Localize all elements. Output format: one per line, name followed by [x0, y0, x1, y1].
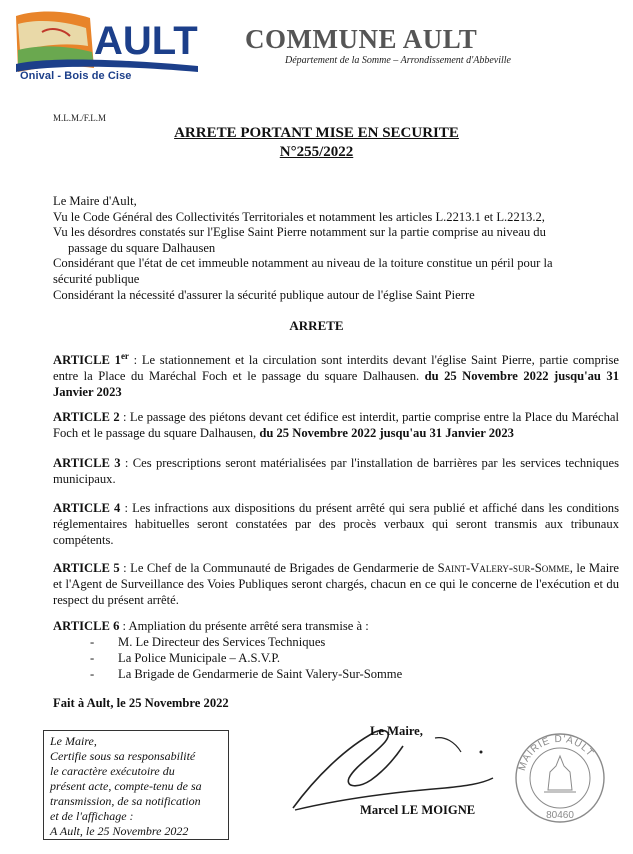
- article-1-dates: du 25 Novembre 2022 jusqu'au 31 Janvier 2023: [53, 369, 619, 400]
- article-2-text: : Le passage des piétons devant cet édifice est interdit, partie comprise entre la Place du Maréchal Foch et le passage du square Dalhausen,: [53, 410, 619, 440]
- preamble-safety: Considérant la nécessité d'assurer la sécurité publique autour de l'église Saint Pierre: [53, 287, 475, 302]
- article-2-dates: du 25 Novembre 2022 jusqu'au 31 Janvier 2023: [259, 426, 514, 440]
- document-number: N°255/2022: [279, 144, 354, 160]
- article-5-gendarmerie: Saint-Valery-sur-Somme: [437, 561, 570, 575]
- commune-title: COMMUNE AULT: [245, 24, 478, 54]
- logo-caption: Onival - Bois de Cise: [20, 70, 132, 82]
- article-5-label: ARTICLE 5: [53, 561, 120, 575]
- certification-box: [43, 730, 229, 840]
- cert-line: le caractère exécutoire du: [50, 764, 175, 778]
- signature-title: Le Maire,: [370, 724, 423, 738]
- article-6-label: ARTICLE 6: [53, 619, 120, 633]
- article-3-label: ARTICLE 3: [53, 456, 121, 470]
- article-5-text-after: , le Maire et l'Agent de Surveillance des Voies Publiques seront chargés, chacun en ce qui le concerne de l'exécution et du respect du présent arrêté.: [53, 561, 620, 607]
- article-4: [53, 500, 619, 548]
- preamble-peril: Considérant que l'état de cet immeuble notamment au niveau de la toiture constitue un péril pour la: [53, 256, 553, 271]
- document-title: ARRETE PORTANT MISE EN SECURITE: [174, 125, 459, 141]
- recipient-item: - La Brigade de Gendarmerie de Saint Valery-Sur-Somme: [90, 666, 402, 682]
- article-6-text: : Ampliation du présente arrêté sera transmise à :: [119, 619, 369, 633]
- recipient-item: - M. Le Directeur des Services Techniques: [90, 634, 402, 650]
- preamble-disorders-cont: passage du square Dalhausen: [68, 240, 216, 255]
- article-5: [53, 560, 619, 608]
- cert-line: A Ault, le 25 Novembre 2022: [50, 824, 189, 838]
- article-5-text-before: : Le Chef de la Communauté de Brigades de Gendarmerie de: [119, 561, 438, 575]
- place-date: Fait à Ault, le 25 Novembre 2022: [53, 696, 229, 710]
- preamble: [53, 194, 619, 303]
- mayor-name: Marcel LE MOIGNE: [360, 803, 476, 817]
- article-4-label: ARTICLE 4: [53, 501, 121, 515]
- stamp-code: 80460: [546, 810, 574, 821]
- recipient-list: [90, 634, 402, 682]
- preamble-mayor: Le Maire d'Ault,: [53, 194, 137, 208]
- mairie-stamp: [510, 728, 610, 826]
- article-1: [53, 348, 619, 400]
- article-6: [53, 618, 619, 634]
- stamp-text: MAIRIE D'AULT: [516, 733, 596, 773]
- article-4-text: : Les infractions aux dispositions du présent arrêté qui sera publié et affiché dans les conditions réglementaires habituelles seront constatées par des procès verbaux qui seront transmis aux tribunaux compétents.: [53, 501, 619, 547]
- article-3-text: : Ces prescriptions seront matérialisées par l'installation de barrières par les services techniques municipaux.: [53, 456, 620, 486]
- article-3: [53, 455, 619, 487]
- reference-code: M.L.M./F.L.M: [53, 113, 107, 123]
- preamble-code: Vu le Code Général des Collectivités Territoriales et notamment les articles L.2213.1 et L.2213.2,: [53, 209, 545, 224]
- article-1-label: ARTICLE 1er: [53, 351, 129, 368]
- preamble-peril-cont: sécurité publique: [53, 271, 140, 286]
- cert-line: transmission, de sa notification: [50, 794, 201, 808]
- preamble-disorders: Vu les désordres constatés sur l'Eglise Saint Pierre notamment sur la partie comprise au niveau du: [53, 225, 546, 240]
- cert-line: et de l'affichage :: [50, 809, 134, 823]
- commune-subtitle: Département de la Somme – Arrondissement d'Abbeville: [285, 55, 511, 66]
- article-2-label: ARTICLE 2: [53, 410, 120, 424]
- cert-line: Certifie sous sa responsabilité: [50, 749, 196, 763]
- article-2: [53, 409, 619, 441]
- cert-line: présent acte, compte-tenu de sa: [50, 779, 202, 793]
- recipient-item: - La Police Municipale – A.S.V.P.: [90, 650, 402, 666]
- article-1-text: : Le stationnement et la circulation sont interdits devant l'église Saint Pierre, partie comprise entre la Place du Maréchal Foch et le passage du square Dalhausen.: [53, 353, 620, 384]
- decision-heading: ARRETE: [289, 318, 344, 333]
- logo-wordmark: AULT: [94, 19, 198, 63]
- cert-line: Le Maire,: [50, 734, 97, 748]
